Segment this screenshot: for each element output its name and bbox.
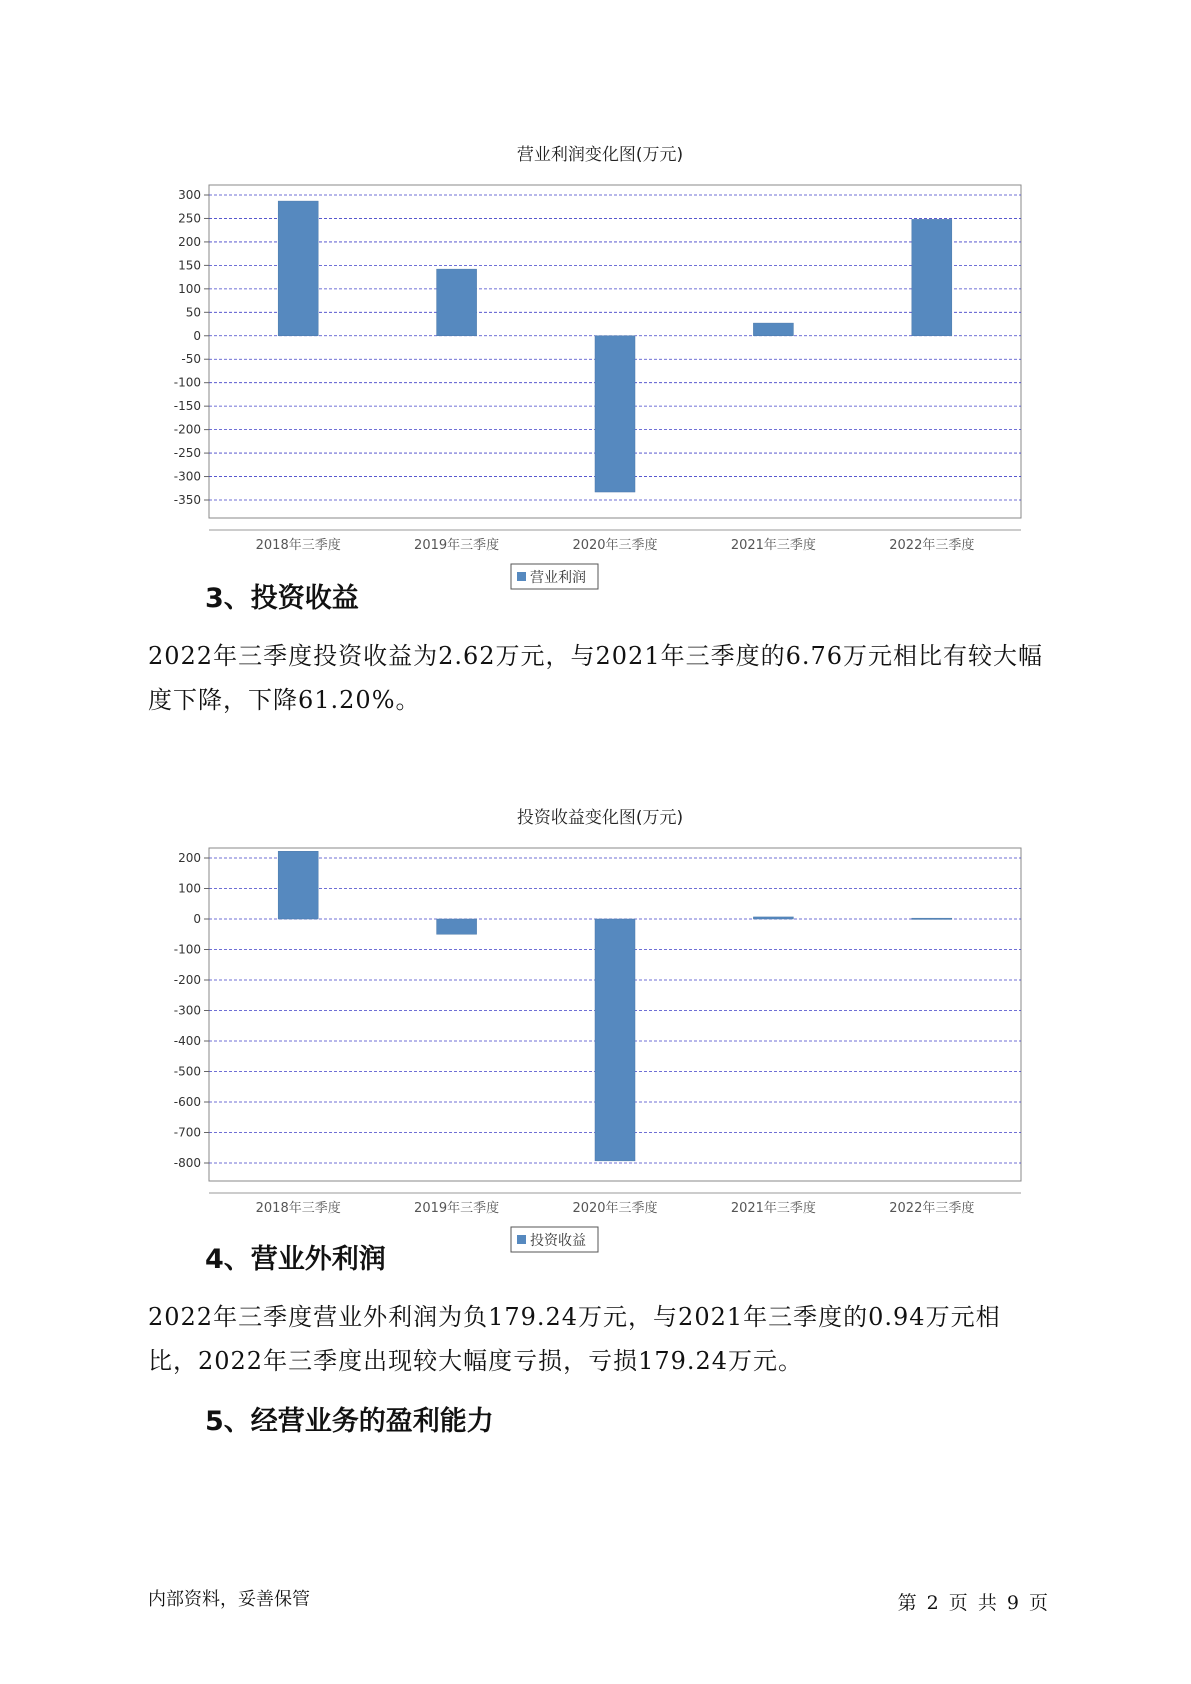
x-category-label: 2021年三季度 — [730, 1201, 816, 1216]
section-4-text: 2022年三季度营业外利润为负179.24万元，与2021年三季度的0.94万元相比，2022年三季度出现较大幅度亏损，亏损179.24万元。 — [148, 1303, 1001, 1375]
footer-page-number: 第 2 页 共 9 页 — [897, 1592, 1048, 1614]
bar — [753, 323, 793, 336]
y-tick-label: -500 — [173, 1064, 201, 1079]
y-tick-label: 50 — [185, 305, 201, 320]
bar — [595, 336, 635, 492]
y-tick-label: 250 — [178, 211, 201, 226]
x-category-label: 2019年三季度 — [414, 1201, 500, 1216]
y-tick-label: -100 — [173, 942, 201, 957]
legend-label: 投资收益 — [530, 1233, 586, 1249]
y-tick-label: 0 — [193, 328, 201, 343]
investment-income-chart-svg — [150, 798, 1050, 1253]
y-tick-label: 150 — [178, 258, 201, 273]
bar — [437, 269, 477, 336]
y-tick-label: -250 — [173, 446, 201, 461]
y-tick-label: 200 — [178, 234, 201, 249]
y-tick-label: 100 — [178, 281, 201, 296]
y-tick-label: 200 — [178, 851, 201, 865]
section-4-heading: 4、营业外利润 — [205, 1244, 386, 1275]
x-category-label: 2020年三季度 — [572, 1201, 658, 1216]
bar — [278, 201, 318, 336]
x-category-label: 2019年三季度 — [414, 538, 500, 553]
legend-label: 营业利润 — [530, 570, 586, 586]
y-tick-label: -700 — [173, 1125, 201, 1140]
investment-income-chart — [150, 798, 1050, 1253]
x-category-label: 2020年三季度 — [572, 538, 658, 553]
x-category-label: 2022年三季度 — [889, 538, 975, 553]
chart-title: 投资收益变化图(万元) — [516, 808, 684, 828]
y-tick-label: 100 — [178, 881, 201, 896]
x-category-label: 2021年三季度 — [730, 538, 816, 553]
operating-profit-chart-svg — [150, 135, 1050, 590]
operating-profit-chart — [150, 135, 1050, 590]
y-tick-label: -800 — [173, 1156, 201, 1170]
legend-swatch — [517, 1235, 526, 1244]
bar — [595, 919, 635, 1161]
chart-title: 营业利润变化图(万元) — [516, 145, 684, 165]
y-tick-label: -400 — [173, 1034, 201, 1048]
y-tick-label: -600 — [173, 1095, 201, 1109]
y-tick-label: -300 — [173, 1003, 201, 1018]
y-tick-label: -200 — [173, 973, 201, 987]
footer-confidential-note: 内部资料，妥善保管 — [148, 1589, 310, 1610]
bar — [278, 851, 318, 919]
y-tick-label: -200 — [173, 422, 201, 437]
y-tick-label: -300 — [173, 469, 201, 484]
bar — [437, 919, 477, 934]
section-3-heading: 3、投资收益 — [205, 583, 359, 614]
bar — [912, 219, 952, 335]
y-tick-label: -150 — [173, 399, 201, 414]
y-tick-label: -350 — [173, 493, 201, 507]
section-5-heading: 5、经营业务的盈利能力 — [205, 1406, 494, 1437]
y-tick-label: -100 — [173, 375, 201, 390]
x-category-label: 2022年三季度 — [889, 1201, 975, 1216]
y-tick-label: 300 — [178, 188, 201, 202]
y-tick-label: -50 — [181, 352, 201, 367]
section-3-text: 2022年三季度投资收益为2.62万元，与2021年三季度的6.76万元相比有较大幅度下降，下降61.20%。 — [148, 642, 1044, 714]
y-tick-label: 0 — [193, 912, 201, 926]
x-category-label: 2018年三季度 — [255, 538, 341, 553]
bar — [912, 918, 952, 919]
x-category-label: 2018年三季度 — [255, 1201, 341, 1216]
bar — [753, 917, 793, 919]
legend-swatch — [517, 572, 526, 581]
